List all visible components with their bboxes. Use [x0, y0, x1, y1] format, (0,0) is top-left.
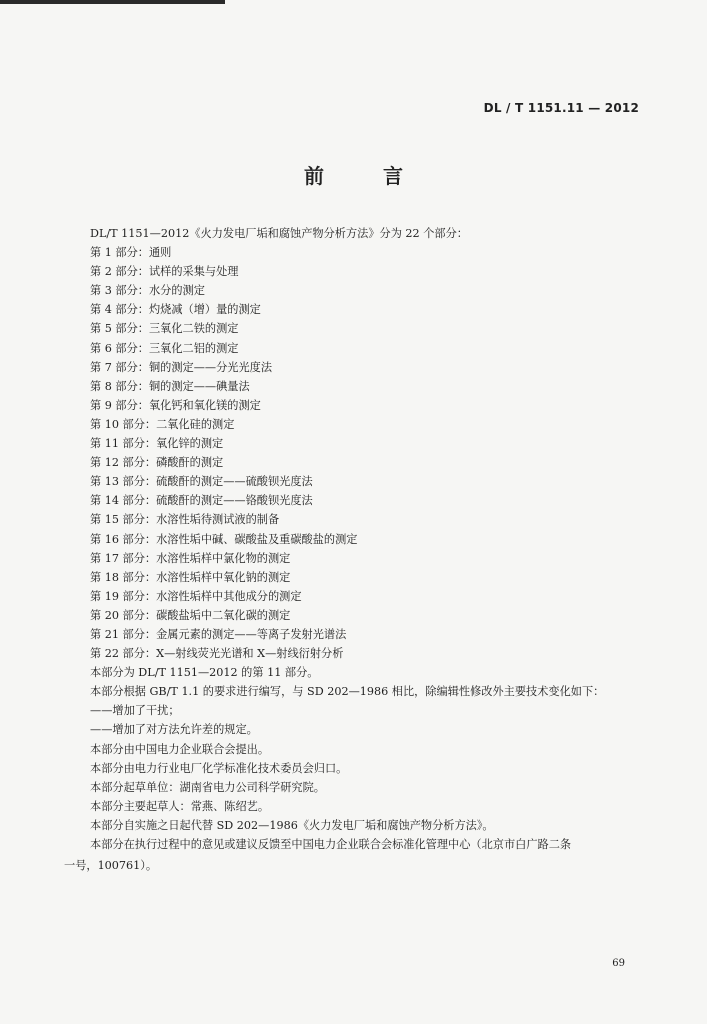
part-item: 第 13 部分：硫酸酐的测定——硫酸钡光度法 — [90, 475, 313, 489]
document-code: DL / T 1151.11 — 2012 — [483, 101, 639, 115]
part-item: 第 22 部分：X—射线荧光光谱和 X—射线衍射分析 — [90, 647, 344, 661]
scan-edge-mark — [0, 0, 225, 4]
parts-list — [90, 243, 655, 663]
page-number: 69 — [612, 958, 625, 969]
page-title: 前 言 — [304, 164, 429, 188]
part-item: 第 17 部分：水溶性垢样中氯化物的测定 — [90, 551, 291, 565]
paragraph-line: 本部分在执行过程中的意见或建议反馈至中国电力企业联合会标准化管理中心（北京市白广路二条 — [90, 838, 572, 851]
part-item: 第 1 部分：通则 — [90, 246, 172, 260]
paragraph-line: 本部分自实施之日起代替 SD 202—1986《火力发电厂垢和腐蚀产物分析方法》。 — [90, 818, 494, 832]
part-item: 第 6 部分：三氧化二铝的测定 — [90, 341, 239, 355]
part-item: 第 2 部分：试样的采集与处理 — [90, 265, 239, 279]
part-item: 第 21 部分：金属元素的测定——等离子发射光谱法 — [90, 627, 347, 641]
part-item: 第 12 部分：磷酸酐的测定 — [90, 456, 224, 470]
paragraphs — [90, 663, 655, 854]
paragraph-line: 本部分由电力行业电厂化学标准化技术委员会归口。 — [90, 761, 348, 775]
part-item: 第 5 部分：三氧化二铁的测定 — [90, 322, 239, 336]
foreword-body — [90, 224, 655, 854]
paragraph-line: ——增加了对方法允许差的规定。 — [90, 723, 258, 737]
part-item: 第 11 部分：氧化锌的测定 — [90, 437, 224, 451]
part-item: 第 10 部分：二氧化硅的测定 — [90, 417, 235, 431]
part-item: 第 7 部分：铜的测定——分光光度法 — [90, 360, 273, 374]
part-item: 第 3 部分：水分的测定 — [90, 284, 205, 298]
part-item: 第 9 部分：氧化钙和氧化镁的测定 — [90, 398, 261, 412]
paragraph-line: 本部分由中国电力企业联合会提出。 — [90, 742, 270, 756]
paragraph-line: 本部分主要起草人：常燕、陈绍艺。 — [90, 799, 270, 813]
paragraph-line: ——增加了干扰； — [90, 704, 180, 718]
part-item: 第 18 部分：水溶性垢样中氧化钠的测定 — [90, 570, 291, 584]
part-item: 第 16 部分：水溶性垢中碱、碳酸盐及重碳酸盐的测定 — [90, 532, 358, 546]
paragraph-continuation: 一号，100761）。 — [64, 859, 158, 872]
paragraph-line: 本部分为 DL/T 1151—2012 的第 11 部分。 — [90, 666, 319, 680]
paragraph-line: 本部分根据 GB/T 1.1 的要求进行编写，与 SD 202—1986 相比，除编辑性修改外主要技术变化如下： — [90, 685, 605, 699]
part-item: 第 8 部分：铜的测定——碘量法 — [90, 379, 250, 393]
part-item: 第 4 部分：灼烧减（增）量的测定 — [90, 303, 261, 317]
paragraph-line: 本部分起草单位：湖南省电力公司科学研究院。 — [90, 780, 325, 794]
part-item: 第 19 部分：水溶性垢样中其他成分的测定 — [90, 589, 302, 603]
part-item: 第 14 部分：硫酸酐的测定——铬酸钡光度法 — [90, 494, 313, 508]
part-item: 第 20 部分：碳酸盐垢中二氧化碳的测定 — [90, 608, 291, 622]
intro-line: DL/T 1151—2012《火力发电厂垢和腐蚀产物分析方法》分为 22 个部分： — [90, 227, 468, 240]
part-item: 第 15 部分：水溶性垢待测试液的制备 — [90, 513, 280, 527]
